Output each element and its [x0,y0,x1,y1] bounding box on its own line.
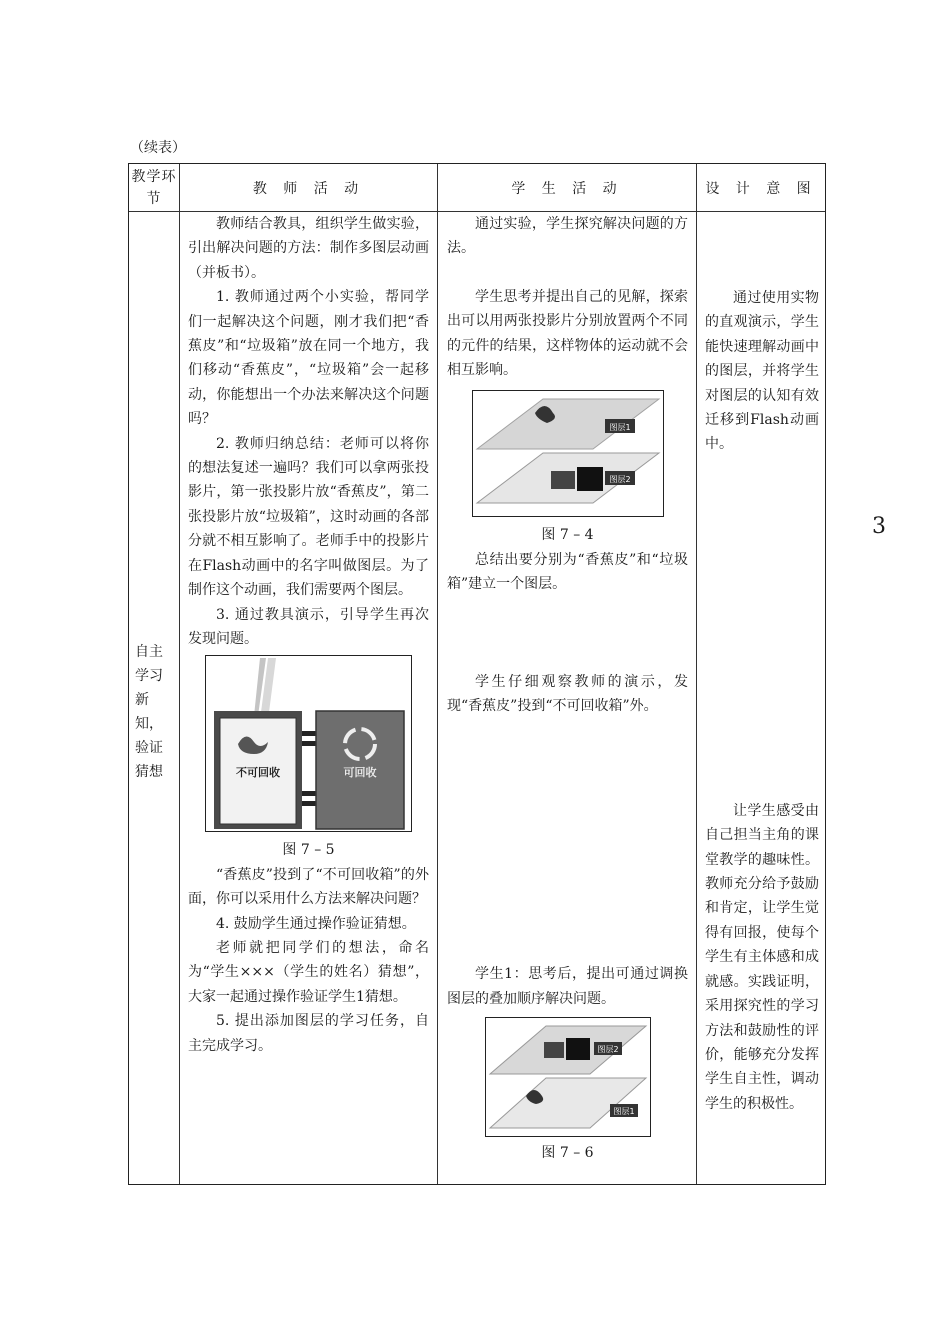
lesson-table [128,163,826,1185]
design-paragraph: 让学生感受由自己担当主角的课堂教学的趣味性。教师充分给予鼓励和肯定，让学生觉得有回报，使每个学生有主体感和成就感。实践证明，采用探究性的学习方法和鼓励性的评价，能够充分发挥学生自主性，调动学生的积极性。 [705,802,819,1112]
column-divider [696,164,697,1184]
hinge [302,791,316,796]
teacher-paragraph: “香蕉皮”投到了“不可回收箱”的外面，你可以采用什么方法来解决问题？ [188,866,429,908]
teacher-paragraph: 3. 通过教具演示，引导学生再次发现问题。 [188,606,429,647]
column-divider [437,164,438,1184]
bin-right-label: 可回收 [343,766,377,780]
student-paragraph: 学生思考并提出自己的见解，探索出可以用两张投影片分别放置两个不同的元件的结果，这样物体的运动就不会相互影响。 [447,288,688,379]
recycle-bins-illustration [206,656,411,831]
trash-bin-icon [551,471,575,489]
continued-label: （续表） [130,140,186,156]
header-stage: 教学环节 [131,168,177,207]
hinge [302,741,316,746]
student-paragraph: 学生1：思考后，提出可通过调换图层的叠加顺序解决问题。 [447,966,688,1007]
layer-label: 图层1 [608,423,631,433]
figure-7-6 [485,1017,651,1137]
teacher-paragraph: 2. 教师归纳总结：老师可以将你的想法复述一遍吗？我们可以拿两张投影片，第一张投影片放“香蕉皮”，第二张投影片放“垃圾箱”，这时动画的各部分就不相互影响了。老师手中的投影片在Flash动画中的名字叫做图层。为了制作这个动画，我们需要两个图层。 [188,435,429,599]
page-number: 3 [872,514,886,539]
header-design: 设 计 意 图 [705,180,817,197]
stage-name: 自主学习新知，验证猜想 [135,644,163,780]
header-teacher: 教 师 活 动 [252,180,365,197]
design-intent-cell [705,212,819,1116]
student-activity-cell [447,212,688,1166]
teacher-activity-cell [188,212,429,1058]
figure-caption: 图 7 – 6 [541,1145,594,1162]
hinge [302,731,316,736]
teacher-paragraph: 4. 鼓励学生通过操作验证猜想。 [216,915,416,932]
student-paragraph: 总结出要分别为“香蕉皮”和“垃圾箱”建立一个图层。 [447,551,688,593]
teacher-paragraph: 1. 教师通过两个小实验，帮同学们一起解决这个问题，刚才我们把“香蕉皮”和“垃圾箱”放在同一个地方，我们移动“香蕉皮”，“垃圾箱”会一起移动，你能想出一个办法来解决这个问题吗？ [188,289,429,428]
figure-caption: 图 7 – 4 [541,527,594,544]
trash-bin-icon [544,1042,564,1058]
trash-bin-icon [566,1038,590,1060]
figure-7-4 [472,390,664,517]
layer-label: 图层2 [596,1045,619,1055]
teacher-paragraph: 教师结合教具，组织学生做实验，引出解决问题的方法：制作多图层动画（并板书）。 [188,216,429,281]
layer-label: 图层1 [612,1107,635,1117]
figure-caption: 图 7 – 5 [282,842,335,859]
layer-label: 图层2 [608,475,631,485]
teacher-paragraph: 5. 提出添加图层的学习任务，自主完成学习。 [188,1013,429,1054]
bin-left-label: 不可回收 [236,766,280,780]
layers-swapped-illustration [486,1018,650,1136]
student-paragraph: 通过实验，学生探究解决问题的方法。 [447,216,688,257]
layer-sheet-bottom [490,1078,646,1128]
student-paragraph: 学生仔细观察教师的演示，发现“香蕉皮”投到“不可回收箱”外。 [447,673,688,715]
trash-bin-icon [577,467,603,491]
layers-illustration [473,391,663,516]
hinge [302,801,316,806]
column-divider [179,164,180,1184]
design-paragraph: 通过使用实物的直观演示，学生能快速理解动画中的图层，并将学生对图层的认知有效迁移到Flash动画中。 [705,290,819,453]
teacher-paragraph: 老师就把同学们的想法，命名为“学生×××（学生的姓名）猜想”，大家一起通过操作验证学生1猜想。 [188,939,429,1005]
header-student: 学 生 活 动 [511,180,623,197]
figure-7-5 [205,655,412,832]
